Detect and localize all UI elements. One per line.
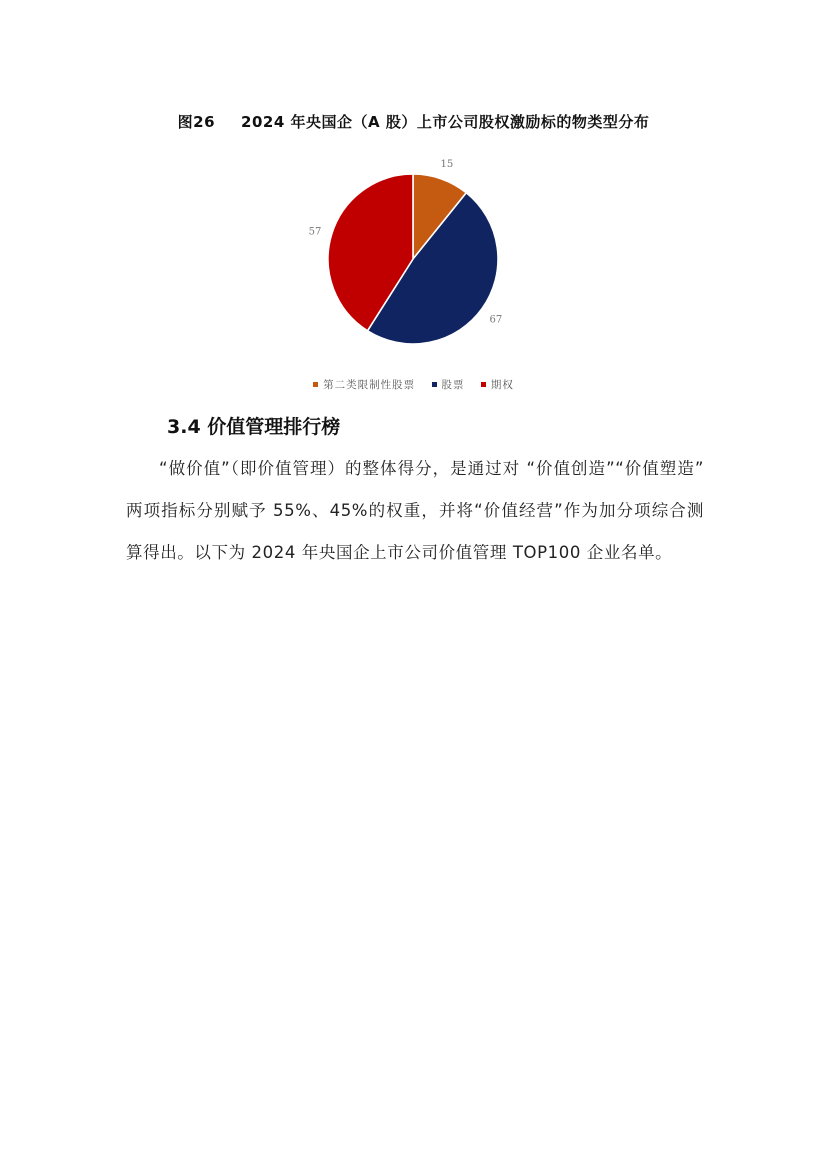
legend-label: 第二类限制性股票	[323, 379, 416, 391]
chart-legend	[0, 377, 827, 392]
legend-item-restricted-stock	[313, 377, 415, 392]
legend-swatch	[481, 382, 486, 387]
figure-caption: 2024 年央国企（A 股）上市公司股权激励标的物类型分布	[241, 113, 650, 131]
legend-label: 期权	[490, 379, 514, 391]
pie-chart	[263, 150, 563, 370]
legend-item-stock	[432, 377, 465, 392]
data-label: 15	[440, 158, 454, 170]
legend-swatch	[313, 382, 318, 387]
figure-title	[0, 111, 827, 132]
legend-swatch	[432, 382, 437, 387]
body-paragraph: “做价值”（即价值管理）的整体得分，是通过对 “价值创造”“价值塑造” 两项指标分别赋予 55%、45%的权重，并将“价值经营”作为加分项综合测算得出。以下为 2024 年央国企上市公司价值管理 TOP100 企业名单。	[126, 459, 704, 562]
data-label: 57	[308, 226, 322, 238]
section-heading: 3.4 价值管理排行榜	[167, 416, 341, 438]
legend-item-option	[481, 377, 514, 392]
legend-label: 股票	[441, 379, 465, 391]
figure-number: 图26	[177, 113, 216, 131]
data-label: 67	[489, 314, 503, 326]
